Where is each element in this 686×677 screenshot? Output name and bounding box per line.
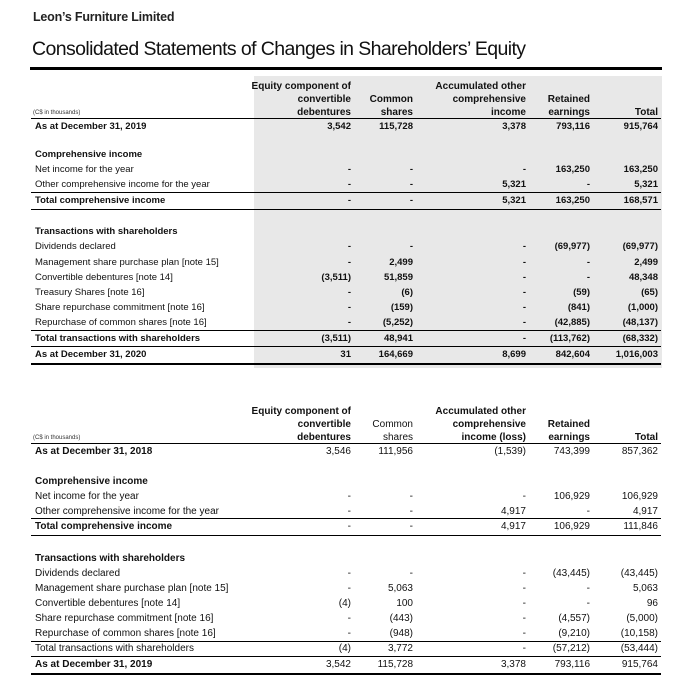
total-comprehensive-income-row: Total comprehensive income - - 5,321 163,250 168,571 [35, 195, 658, 206]
opening-balance-row: As at December 31, 2019 3,542 115,728 3,378 793,116 915,764 [35, 121, 658, 132]
title-rule [30, 67, 662, 70]
col-header-aoci: Accumulated other comprehensive income [435, 81, 526, 118]
page-title: Consolidated Statements of Changes in Shareholders’ Equity [32, 38, 526, 60]
opening-balance-row: As at December 31, 2018 3,546 111,956 (1,539) 743,399 857,362 [35, 446, 658, 457]
table-row: Other comprehensive income for the year - - 5,321 - 5,321 [35, 179, 658, 190]
total-transactions-row: Total transactions with shareholders (4) 3,772 - (57,212) (53,444) [35, 643, 658, 654]
section-heading: Transactions with shareholders [35, 226, 178, 237]
col-header-retained-earnings: Retained earnings [547, 94, 590, 118]
col-header-aoci: Accumulated other comprehensive income (loss) [435, 406, 526, 443]
company-name: Leon’s Furniture Limited [33, 10, 175, 24]
closing-rule [31, 363, 661, 365]
table-row: Dividends declared - - - (43,445) (43,445) [35, 568, 658, 579]
col-header-convertible-debentures: Equity component of convertible debentures [251, 406, 351, 443]
units-note: (C$ in thousands) [33, 435, 81, 441]
table-row: Net income for the year - - - 106,929 106,929 [35, 491, 658, 502]
table-row: Net income for the year - - - 163,250 163,250 [35, 164, 658, 175]
table-row: Convertible debentures [note 14] (3,511) 51,859 - - 48,348 [35, 272, 658, 283]
table-row: Management share purchase plan [note 15] - 5,063 - - 5,063 [35, 583, 658, 594]
closing-rule [31, 673, 661, 675]
section-heading: Comprehensive income [35, 476, 148, 487]
col-header-total: Total [634, 432, 658, 443]
table-row: Management share purchase plan [note 15] - 2,499 - - 2,499 [35, 257, 658, 268]
closing-balance-row: As at December 31, 2020 31 164,669 8,699 842,604 1,016,003 [35, 349, 658, 360]
col-header-common-shares: Common shares [369, 94, 413, 118]
col-header-convertible-debentures: Equity component of convertible debentures [251, 81, 351, 118]
table-row: Share repurchase commitment [note 16] - (443) - (4,557) (5,000) [35, 613, 658, 624]
section-heading: Comprehensive income [35, 149, 143, 160]
table-row: Other comprehensive income for the year - - 4,917 - 4,917 [35, 506, 658, 517]
section-heading: Transactions with shareholders [35, 553, 186, 564]
closing-balance-row: As at December 31, 2019 3,542 115,728 3,378 793,116 915,764 [35, 659, 658, 670]
table-row: Repurchase of common shares [note 16] - (948) - (9,210) (10,158) [35, 628, 658, 639]
table-row: Share repurchase commitment [note 16] - (159) - (841) (1,000) [35, 302, 658, 313]
total-rule [31, 209, 661, 210]
units-note: (C$ in thousands) [33, 110, 81, 116]
table-row: Dividends declared - - - (69,977) (69,977) [35, 241, 658, 252]
total-transactions-row: Total transactions with shareholders (3,511) 48,941 - (113,762) (68,332) [35, 333, 658, 344]
col-header-total: Total [634, 107, 658, 118]
table-row: Repurchase of common shares [note 16] - (5,252) - (42,885) (48,137) [35, 317, 658, 328]
table-row: Treasury Shares [note 16] - (6) - (59) (65) [35, 287, 658, 298]
col-header-common-shares: Common shares [372, 419, 413, 443]
total-rule [31, 535, 661, 536]
col-header-retained-earnings: Retained earnings [547, 419, 590, 443]
table-row: Convertible debentures [note 14] (4) 100 - - 96 [35, 598, 658, 609]
total-comprehensive-income-row: Total comprehensive income - - 4,917 106,929 111,846 [35, 521, 658, 532]
